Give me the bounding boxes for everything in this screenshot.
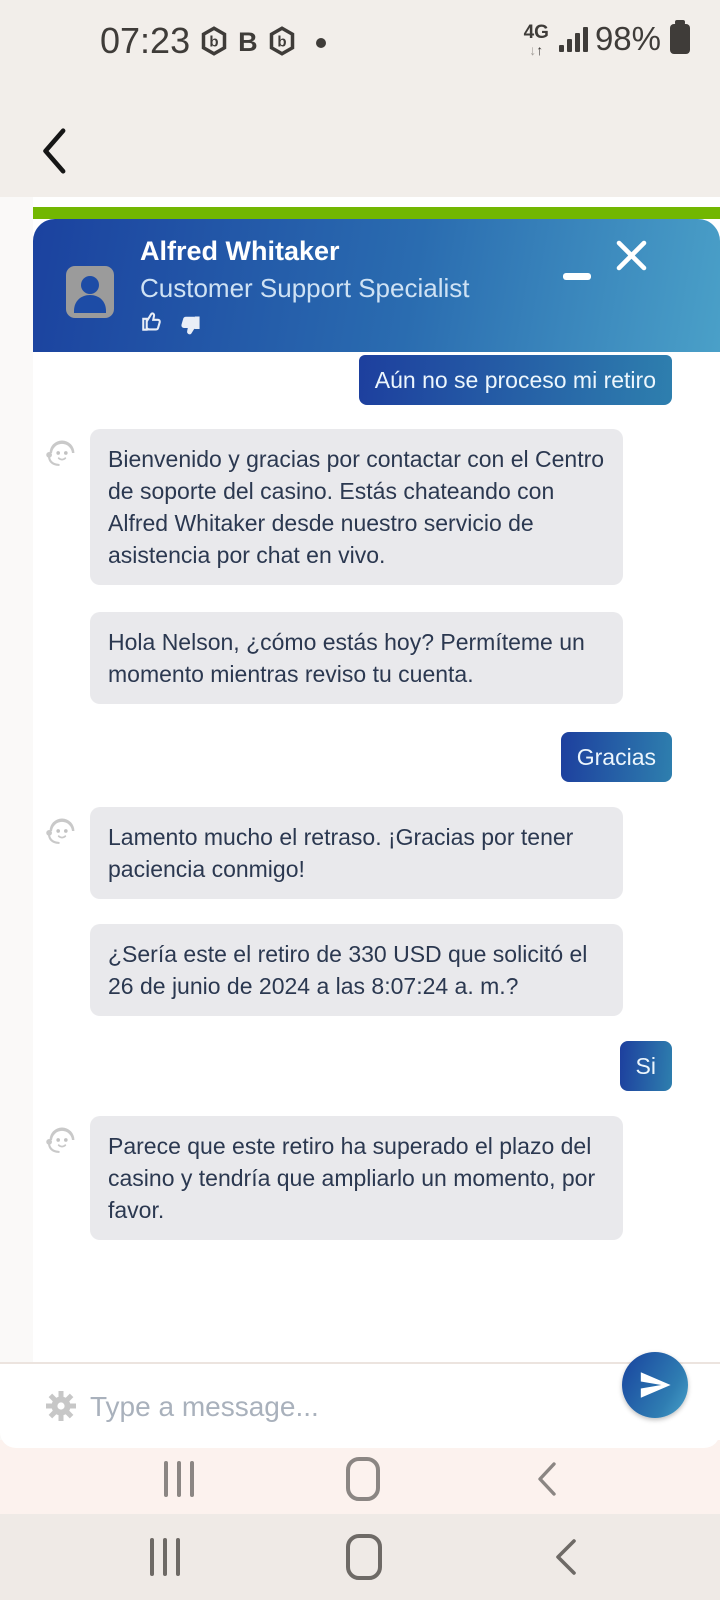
recents-button[interactable] xyxy=(164,1461,194,1497)
back-arrow-icon[interactable] xyxy=(38,128,72,174)
battery-percentage: 98% xyxy=(594,20,661,57)
signal-strength-icon xyxy=(559,26,588,52)
agent-avatar xyxy=(66,266,114,318)
gear-icon[interactable] xyxy=(43,1388,79,1424)
page-background-strip xyxy=(0,197,33,1448)
live-chat-widget xyxy=(33,207,720,1448)
support-agent-avatar-icon xyxy=(41,809,83,851)
letter-B-badge-icon: B xyxy=(238,26,258,57)
message-row-agent xyxy=(33,807,720,899)
clock: 07:23 xyxy=(100,20,191,61)
svg-text:b: b xyxy=(209,33,219,51)
message-composer xyxy=(0,1362,720,1448)
message-row-agent xyxy=(33,612,720,704)
back-button[interactable] xyxy=(554,1538,578,1576)
thumbs-down-icon[interactable] xyxy=(176,313,202,339)
agent-message: Parece que este retiro ha superado el plazo del casino y tendría que ampliarlo un momento, por favor. xyxy=(90,1116,623,1240)
battery-icon xyxy=(670,24,690,54)
top-system-area xyxy=(0,0,720,197)
user-message: Si xyxy=(620,1041,672,1091)
recents-button[interactable] xyxy=(150,1538,180,1576)
user-message: Gracias xyxy=(561,732,672,782)
notification-dot-icon xyxy=(316,38,326,48)
send-button[interactable] xyxy=(622,1352,688,1418)
message-row-user xyxy=(33,355,720,405)
message-list xyxy=(33,352,720,1240)
b-hexagon-badge-icon xyxy=(267,25,297,57)
chat-header xyxy=(33,219,720,352)
message-row-user xyxy=(33,732,720,782)
system-nav-bar xyxy=(0,1514,720,1600)
widget-accent-bar xyxy=(33,207,720,219)
home-button[interactable] xyxy=(346,1534,382,1580)
b-hexagon-badge-icon xyxy=(199,25,229,57)
close-icon[interactable] xyxy=(615,239,648,272)
status-bar xyxy=(0,20,720,68)
send-icon xyxy=(638,1368,672,1402)
home-button[interactable] xyxy=(346,1457,380,1501)
agent-role: Customer Support Specialist xyxy=(140,273,470,303)
agent-message: Bienvenido y gracias por contactar con el Centro de soporte del casino. Estás chateando con Alfred Whitaker desde nuestro servicio de asistencia por chat en vivo. xyxy=(90,429,623,585)
agent-message: Lamento mucho el retraso. ¡Gracias por tener paciencia conmigo! xyxy=(90,807,623,899)
agent-name: Alfred Whitaker xyxy=(140,236,340,266)
thumbs-up-icon[interactable] xyxy=(140,308,166,334)
user-message: Aún no se proceso mi retiro xyxy=(359,355,672,405)
network-type-icon: 4G ↓↑ xyxy=(523,22,549,58)
message-row-agent xyxy=(33,1116,720,1240)
agent-message: ¿Sería este el retiro de 330 USD que solicitó el 26 de junio de 2024 a las 8:07:24 a. m.? xyxy=(90,924,623,1016)
svg-text:b: b xyxy=(277,33,287,51)
support-agent-avatar-icon xyxy=(41,1118,83,1160)
agent-message: Hola Nelson, ¿cómo estás hoy? Permíteme un momento mientras reviso tu cuenta. xyxy=(90,612,623,704)
message-input[interactable] xyxy=(88,1382,572,1432)
message-row-agent xyxy=(33,429,720,585)
message-row-user xyxy=(33,1041,720,1091)
back-button[interactable] xyxy=(536,1461,558,1497)
embedded-nav-bar xyxy=(0,1440,720,1514)
message-row-agent xyxy=(33,924,720,1016)
minimize-button[interactable] xyxy=(563,273,591,280)
support-agent-avatar-icon xyxy=(41,431,83,473)
